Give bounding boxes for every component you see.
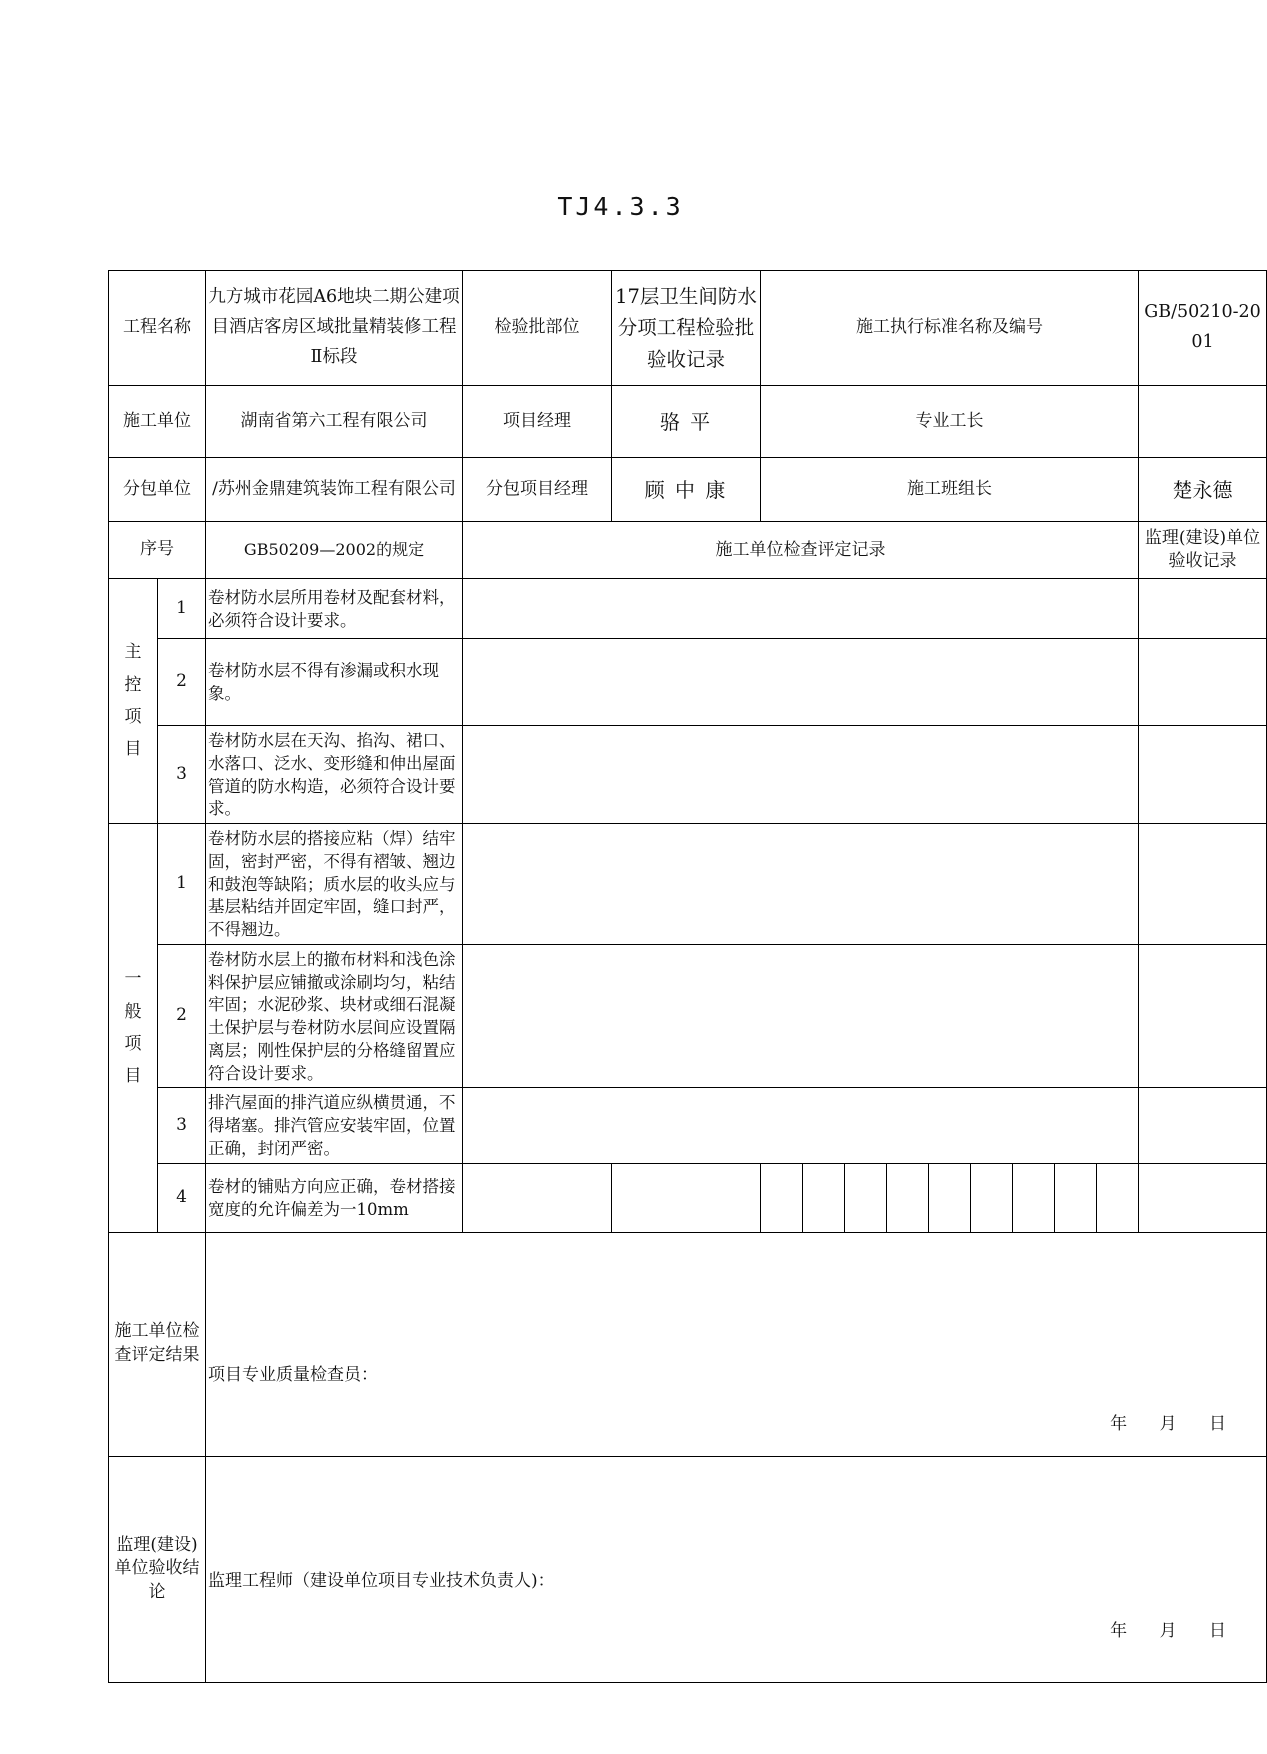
main-item-2-no: 2	[158, 639, 206, 726]
general-item-2-no: 2	[158, 944, 206, 1088]
measure-cell[interactable]	[971, 1163, 1013, 1232]
general-item-1-no: 1	[158, 824, 206, 945]
project-manager-label: 项目经理	[463, 386, 612, 458]
contractor-record-header	[463, 522, 1139, 579]
main-item-1-text: 卷材防水层所用卷材及配套材料，必须符合设计要求。	[206, 579, 463, 639]
subcontractor-value: /苏州金鼎建筑装饰工程有限公司	[206, 458, 463, 522]
standard-label: 施工执行标准名称及编号	[761, 271, 1139, 386]
general-item-3-no: 3	[158, 1088, 206, 1163]
general-item-4-no: 4	[158, 1163, 206, 1232]
general-item-1-supervisor-cell[interactable]	[1139, 824, 1267, 945]
contractor-result-label-text: 施工单位检查评定结果	[114, 1321, 200, 1366]
supervisor-result-label	[109, 1456, 206, 1682]
main-control-label	[109, 579, 158, 824]
main-item-1-supervisor-cell[interactable]	[1139, 579, 1267, 639]
supervisor-result-date: 年 月 日	[1110, 1620, 1227, 1641]
contractor-result-body[interactable]	[206, 1232, 1267, 1456]
foreman-label: 专业工长	[761, 386, 1139, 458]
inspection-part-label: 检验批部位	[463, 271, 612, 386]
measure-cell[interactable]	[612, 1163, 761, 1232]
general-label-text: 一般项目	[124, 969, 142, 1087]
team-leader-value: 楚永德	[1139, 458, 1267, 522]
measure-cell[interactable]	[463, 1163, 612, 1232]
general-item-1-text: 卷材防水层的搭接应粘（焊）结牢固，密封严密，不得有褶皱、翘边和鼓泡等缺陷；质水层的收头应与基层粘结并固定牢固，缝口封严，不得翘边。	[206, 824, 463, 945]
main-item-3-text: 卷材防水层在天沟、掐沟、裙口、水落口、泛水、变形缝和伸出屋面管道的防水构造，必须符合设计要求。	[206, 726, 463, 824]
supervising-engineer-signature-label: 监理工程师（建设单位项目专业技术负责人)：	[208, 1570, 555, 1591]
main-item-3-supervisor-cell[interactable]	[1139, 726, 1267, 824]
inspection-part-value: 17层卫生间防水分项工程检验批验收记录	[612, 271, 761, 386]
foreman-value	[1139, 386, 1267, 458]
supervisor-result-label-text: 监理(建设)单位验收结论	[114, 1534, 200, 1603]
general-item-2-text: 卷材防水层上的撤布材料和浅色涂料保护层应铺撤或涂刷均匀，粘结牢固；水泥砂浆、块材或细石混凝土保护层与卷材防水层间应设置隔离层；刚性保护层的分格缝留置应符合设计要求。	[206, 944, 463, 1088]
measure-cell[interactable]	[845, 1163, 887, 1232]
subcontractor-label: 分包单位	[109, 458, 206, 522]
main-item-1-contractor-cell[interactable]	[463, 579, 1139, 639]
measure-cell[interactable]	[929, 1163, 971, 1232]
contractor-record-header-text: 施工单位检查评定记录	[715, 539, 886, 560]
measure-cell[interactable]	[1055, 1163, 1097, 1232]
measure-cell[interactable]	[1013, 1163, 1055, 1232]
project-manager-value: 骆 平	[612, 386, 761, 458]
supervisor-result-body[interactable]	[206, 1456, 1267, 1682]
contractor-value: 湖南省第六工程有限公司	[206, 386, 463, 458]
main-item-2-supervisor-cell[interactable]	[1139, 639, 1267, 726]
main-control-label-text: 主控项目	[124, 642, 142, 760]
main-item-3-contractor-cell[interactable]	[463, 726, 1139, 824]
general-item-2-supervisor-cell[interactable]	[1139, 944, 1267, 1088]
measure-cell[interactable]	[887, 1163, 929, 1232]
contractor-result-date: 年 月 日	[1110, 1413, 1227, 1434]
measure-cell[interactable]	[803, 1163, 845, 1232]
supervisor-record-header-text: 监理(建设)单位验收记录	[1144, 528, 1261, 571]
measure-cell[interactable]	[761, 1163, 803, 1232]
general-item-1-contractor-cell[interactable]	[463, 824, 1139, 945]
team-leader-label: 施工班组长	[761, 458, 1139, 522]
main-item-1-no: 1	[158, 579, 206, 639]
measure-cell-last[interactable]	[1097, 1163, 1139, 1232]
standard-value: GB/50210-2001	[1139, 271, 1267, 386]
general-item-3-supervisor-cell[interactable]	[1139, 1088, 1267, 1163]
general-label	[109, 824, 158, 1233]
general-item-4-text: 卷材的铺贴方向应正确，卷材搭接宽度的允许偏差为一10mm	[206, 1163, 463, 1232]
quality-inspector-signature-label: 项目专业质量检查员：	[208, 1364, 378, 1385]
general-item-3-contractor-cell[interactable]	[463, 1088, 1139, 1163]
sub-project-manager-value: 顾 中 康	[612, 458, 761, 522]
project-name-label: 工程名称	[109, 271, 206, 386]
sub-project-manager-label: 分包项目经理	[463, 458, 612, 522]
document-title: TJ4.3.3	[557, 192, 684, 221]
supervisor-record-header	[1139, 522, 1267, 579]
main-item-2-contractor-cell[interactable]	[463, 639, 1139, 726]
general-item-4-supervisor-cell[interactable]	[1139, 1163, 1267, 1232]
inspection-record-table	[108, 270, 1267, 1683]
general-item-2-contractor-cell[interactable]	[463, 944, 1139, 1088]
seq-header: 序号	[109, 522, 206, 579]
contractor-label: 施工单位	[109, 386, 206, 458]
main-item-2-text: 卷材防水层不得有渗漏或积水现象。	[206, 639, 463, 726]
project-name-value: 九方城市花园A6地块二期公建项目酒店客房区域批量精装修工程Ⅱ标段	[206, 271, 463, 386]
rule-header: GB50209—2002的规定	[206, 522, 463, 579]
contractor-result-label	[109, 1232, 206, 1456]
main-item-3-no: 3	[158, 726, 206, 824]
general-item-3-text: 排汽屋面的排汽道应纵横贯通，不得堵塞。排汽管应安装牢固，位置正确，封闭严密。	[206, 1088, 463, 1163]
